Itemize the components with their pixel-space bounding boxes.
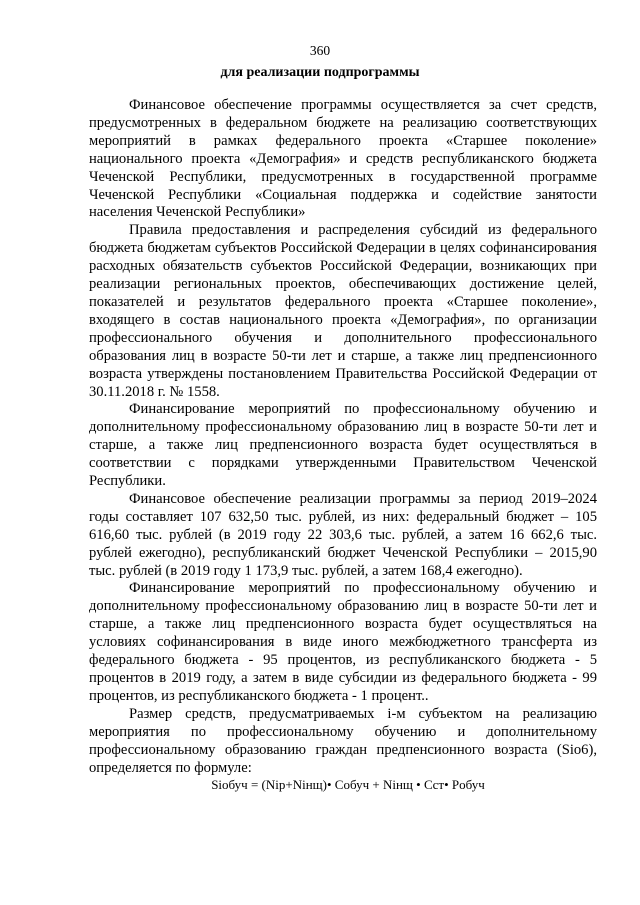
paragraph-funding-amounts: Финансовое обеспечение реализации программы за период 2019–2024 годы составляет 107 632,50 тыс. рублей, из них: федеральный бюджет – 105 616,60 тыс. рублей (в 2019 году 22 303,6 тыс. рублей, а затем 16 662,6 тыс. рублей ежегодно), республиканский бюджет Чеченской Республики – 2015,90 тыс. рублей (в 2019 году 1 173,9 тыс. рублей, а затем 168,4 ежегодно). xyxy=(89,490,597,579)
paragraph-formula-intro: Размер средств, предусматриваемых i-м субъектом на реализацию мероприятия по профессиональному обучению и дополнительному профессиональному образованию граждан предпенсионного возраста (Sio6), определяется по формуле: xyxy=(89,705,597,776)
formula: Siобуч = (Nip+Niнщ)• Cобуч + Niнщ • Cст• Pобуч xyxy=(211,777,485,793)
paragraph-financing-procedure: Финансирование мероприятий по профессиональному обучению и дополнительному профессиональному образованию лиц в возрасте 50-ти лет и старше, а также лиц предпенсионного возраста будет осуществляться в соответствии с порядками утвержденными Правительством Чеченской Республики. xyxy=(89,401,597,490)
paragraph-cofinancing-terms: Финансирование мероприятий по профессиональному обучению и дополнительному профессиональному образованию лиц в возрасте 50-ти лет и старше, а также лиц предпенсионного возраста будет осуществляться на условиях софинансирования в виде иного межбюджетного трансферта из федерального бюджета - 95 процентов, из республиканского бюджета - 5 процентов в 2019 году, а затем в виде субсидии из федерального бюджета - 99 процентов, из республиканского бюджета - 1 процент.. xyxy=(89,580,597,704)
document-body xyxy=(89,97,597,793)
paragraph-funding-sources: Финансовое обеспечение программы осуществляется за счет средств, предусмотренных в федеральном бюджете на реализацию соответствующих мероприятий в рамках федерального проекта «Старшее поколение» национального проекта «Демография» и средств республиканского бюджета Чеченской Республики, предусмотренных в государственной программе Чеченской Республики «Социальная поддержка и содействие занятости населения Чеченской Республики» xyxy=(89,97,597,221)
paragraph-subsidy-rules: Правила предоставления и распределения субсидий из федерального бюджета бюджетам субъектов Российской Федерации в целях софинансирования расходных обязательств субъектов Российской Федерации, возникающих при реализации региональных проектов, обеспечивающих достижение целей, показателей и результатов федерального проекта «Старшее поколение», входящего в состав национального проекта «Демография», по организации профессионального обучения и дополнительного профессионального образования лиц в возрасте 50-ти лет и старше, а также лиц предпенсионного возраста утверждены постановлением Правительства Российской Федерации от 30.11.2018 г. № 1558. xyxy=(89,222,597,400)
page-number: 360 xyxy=(309,43,331,58)
section-heading: для реализации подпрограммы xyxy=(220,65,420,80)
